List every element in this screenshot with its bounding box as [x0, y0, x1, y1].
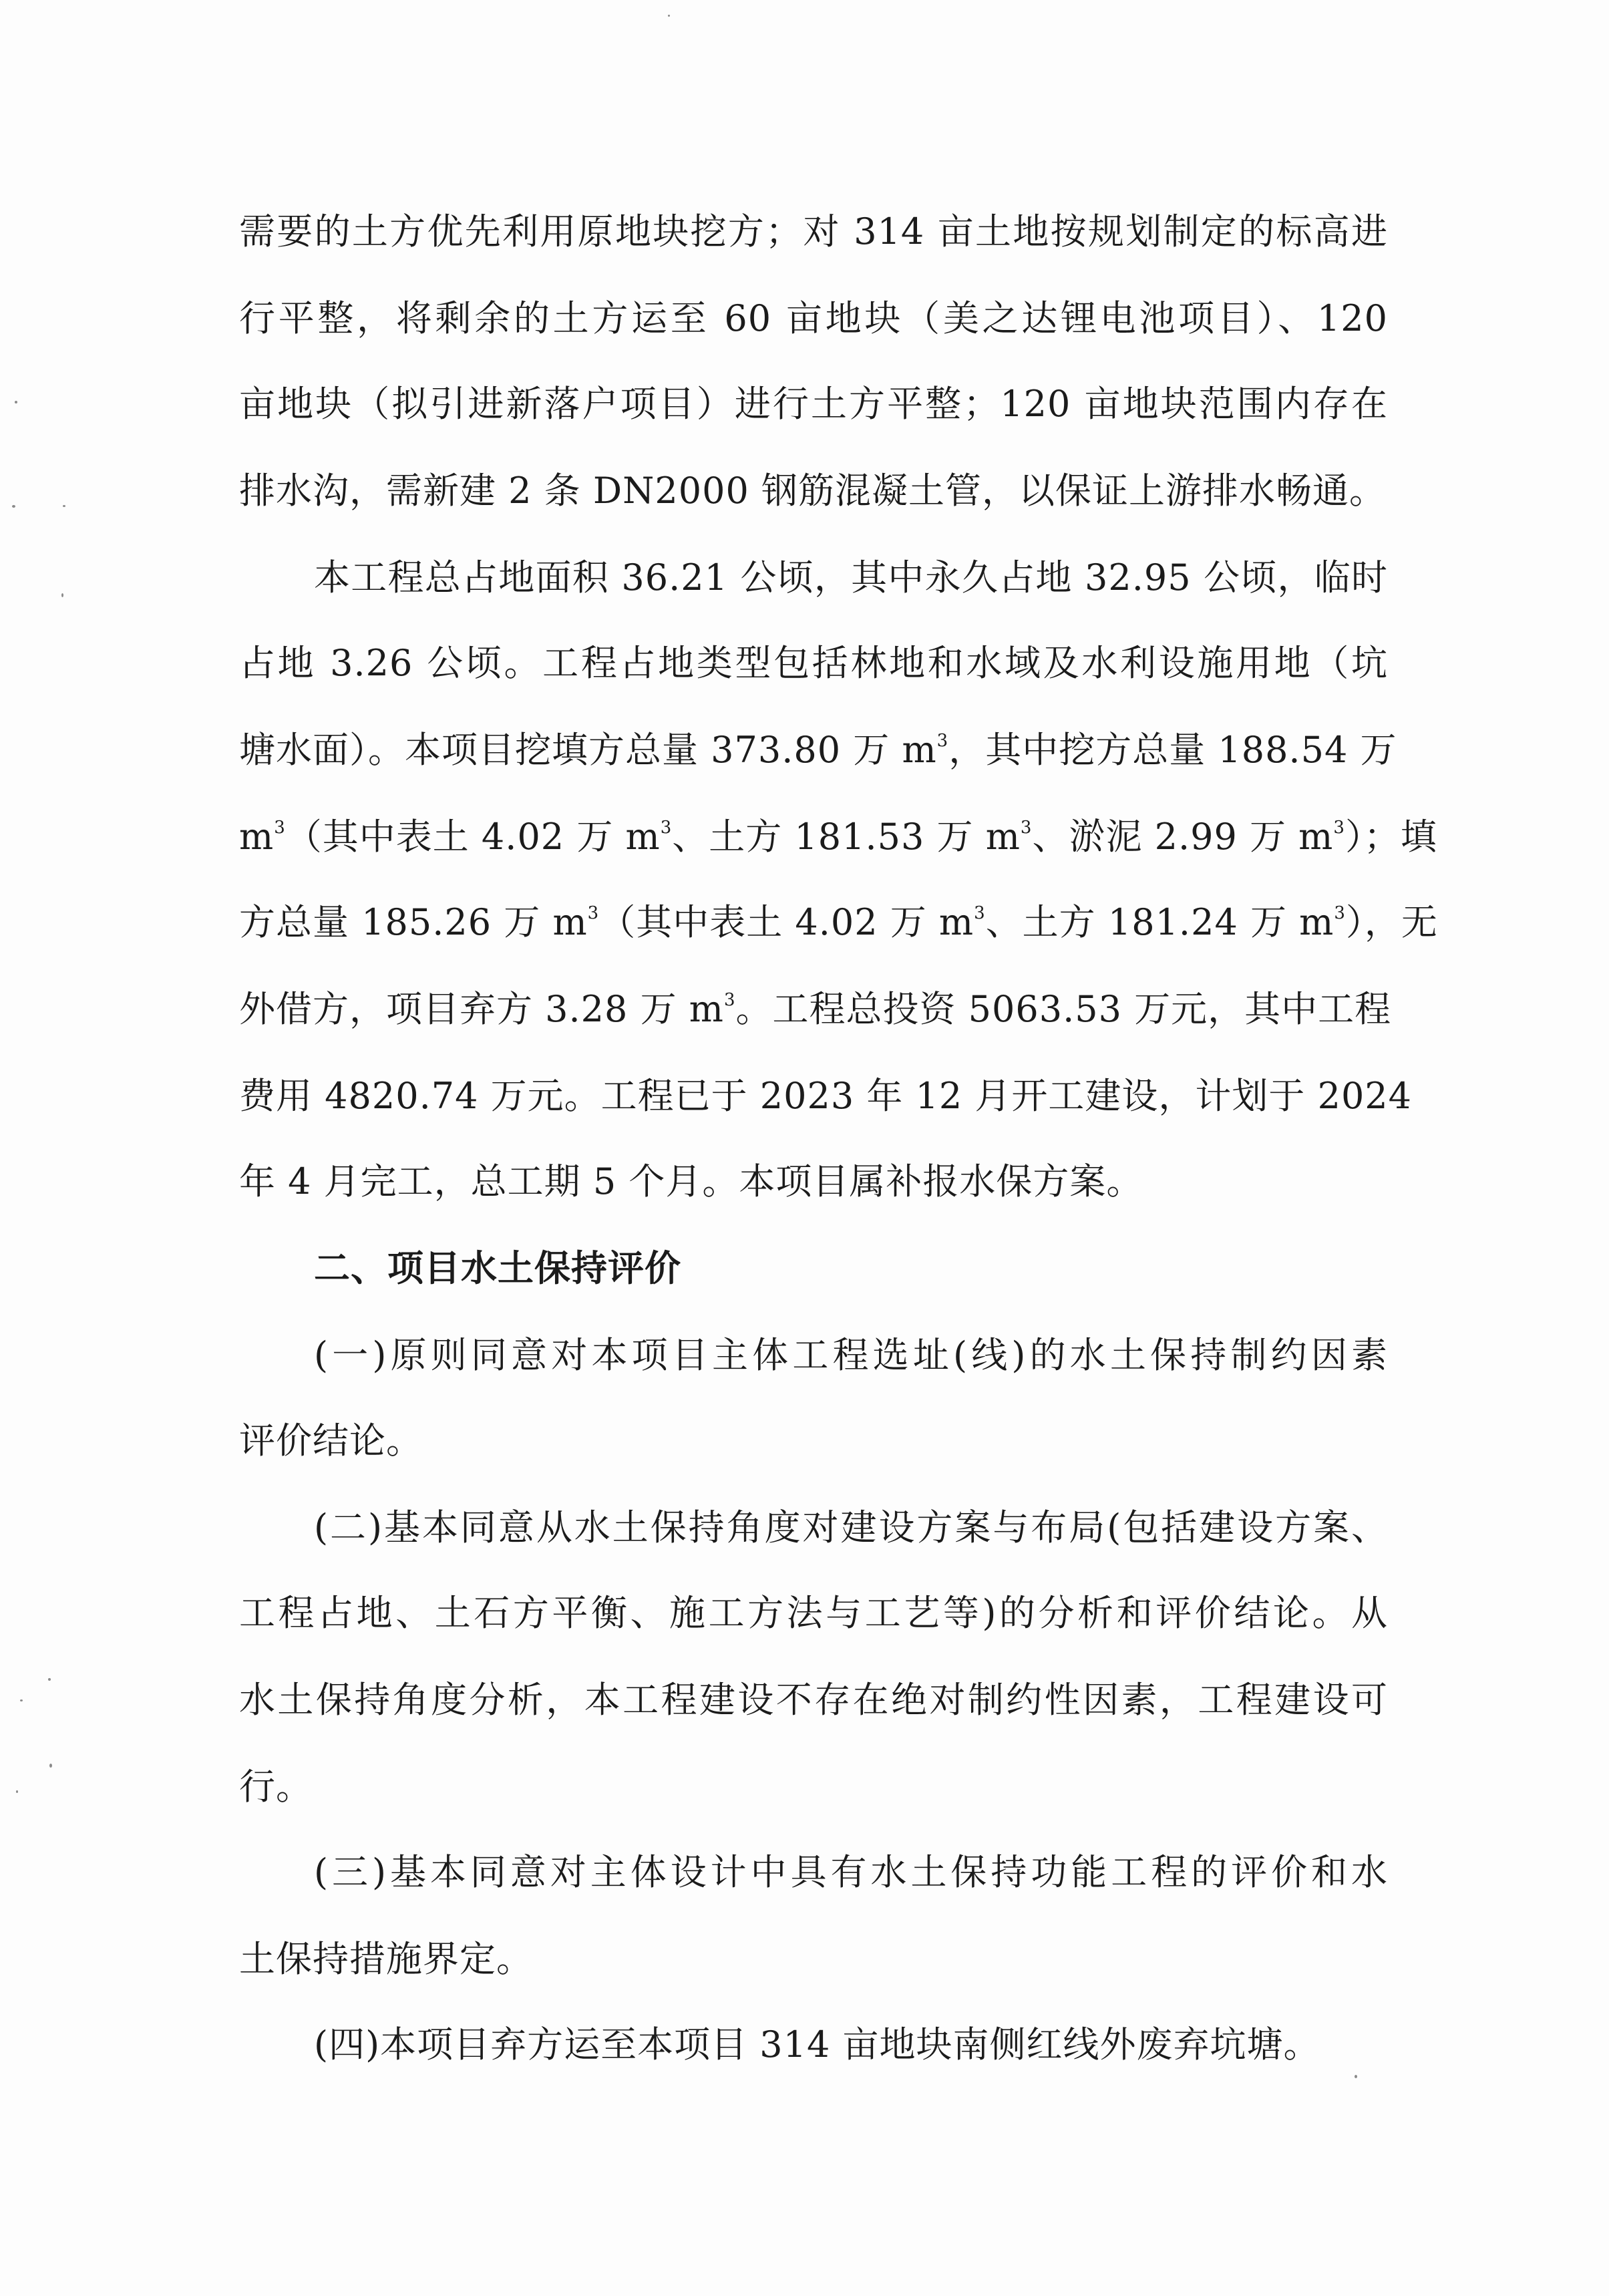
paragraph2-line5-text-c: 、土方 181.24 万 m	[985, 901, 1334, 943]
paragraph1-line4: 排水沟，需新建 2 条 DN2000 钢筋混凝土管，以保证上游排水畅通。	[239, 470, 1386, 512]
scan-speck	[1355, 2075, 1357, 2078]
superscript-3: 3	[1333, 818, 1345, 838]
paragraph2-line6	[239, 983, 1392, 1035]
scan-speck	[49, 1764, 52, 1768]
item2-line4: 行。	[239, 1766, 313, 1808]
paragraph1-line1: 需要的土方优先利用原地块挖方；对 314 亩土地按规划制定的标高进	[239, 210, 1388, 253]
scan-speck	[668, 15, 670, 17]
paragraph2-line3-text-b: ，其中挖方总量 188.54 万	[948, 729, 1397, 771]
paragraph2-line5-text-d: ），无	[1345, 901, 1438, 943]
paragraph2-line4-text-d: 、淤泥 2.99 万 m	[1032, 816, 1334, 858]
item3-line2: 土保持措施界定。	[239, 1938, 533, 1980]
scan-speck	[48, 1678, 51, 1681]
item3-line1: (三)基本同意对主体设计中具有水土保持功能工程的评价和水	[314, 1851, 1388, 1893]
paragraph1-line2: 行平整，将剩余的土方运至 60 亩地块（美之达锂电池项目）、120	[239, 297, 1388, 339]
paragraph2-line6-text-b: 。工程总投资 5063.53 万元，其中工程	[735, 988, 1392, 1030]
paragraph2-line1: 本工程总占地面积 36.21 公顷，其中永久占地 32.95 公顷，临时	[314, 556, 1388, 599]
paragraph2-line3	[239, 724, 1397, 776]
superscript-3: 3	[274, 818, 286, 838]
superscript-3: 3	[1334, 903, 1346, 923]
superscript-3: 3	[587, 903, 600, 923]
paragraph2-line8: 年 4 月完工，总工期 5 个月。本项目属补报水保方案。	[239, 1160, 1143, 1202]
paragraph2-line4-text-e: ）；填	[1345, 816, 1437, 858]
scan-speck	[61, 593, 63, 597]
scan-speck	[16, 1790, 18, 1793]
scan-speck	[20, 1699, 23, 1701]
paragraph2-line4-text-c: 、土方 181.53 万 m	[672, 816, 1021, 858]
superscript-3: 3	[936, 731, 949, 751]
paragraph2-line5-text-b: （其中表土 4.02 万 m	[599, 901, 974, 943]
paragraph2-line3-text-a: 塘水面）。本项目挖填方总量 373.80 万 m	[239, 729, 937, 771]
paragraph2-line4	[239, 811, 1437, 863]
item2-line1: (二)基本同意从水土保持角度对建设方案与布局(包括建设方案、	[314, 1506, 1388, 1548]
superscript-3: 3	[660, 818, 673, 838]
superscript-3: 3	[723, 990, 736, 1010]
paragraph2-line7: 费用 4820.74 万元。工程已于 2023 年 12 月开工建设，计划于 2024	[239, 1075, 1413, 1117]
superscript-3: 3	[1020, 818, 1033, 838]
superscript-3: 3	[974, 903, 986, 923]
section-heading: 二、项目水土保持评价	[314, 1247, 681, 1289]
paragraph1-line3: 亩地块（拟引进新落户项目）进行土方平整；120 亩地块范围内存在	[239, 383, 1388, 425]
paragraph2-line6-text-a: 外借方，项目弃方 3.28 万 m	[239, 988, 724, 1030]
paragraph2-line4-text-a: m	[239, 816, 275, 858]
paragraph2-line2: 占地 3.26 公顷。工程占地类型包括林地和水域及水利设施用地（坑	[239, 642, 1388, 684]
item2-line3: 水土保持角度分析，本工程建设不存在绝对制约性因素，工程建设可	[239, 1679, 1388, 1721]
item4-line1: (四)本项目弃方运至本项目 314 亩地块南侧红线外废弃坑塘。	[314, 2023, 1320, 2066]
scan-speck	[12, 505, 15, 508]
item2-line2: 工程占地、土石方平衡、施工方法与工艺等)的分析和评价结论。从	[239, 1592, 1388, 1634]
scan-speck	[63, 505, 65, 507]
paragraph2-line4-text-b: （其中表土 4.02 万 m	[285, 816, 661, 858]
paragraph2-line5-text-a: 方总量 185.26 万 m	[239, 901, 588, 943]
paragraph2-line5	[239, 896, 1438, 949]
item1-line2: 评价结论。	[239, 1420, 423, 1462]
scan-speck	[15, 401, 17, 403]
item1-line1: (一)原则同意对本项目主体工程选址(线)的水土保持制约因素	[314, 1334, 1388, 1376]
